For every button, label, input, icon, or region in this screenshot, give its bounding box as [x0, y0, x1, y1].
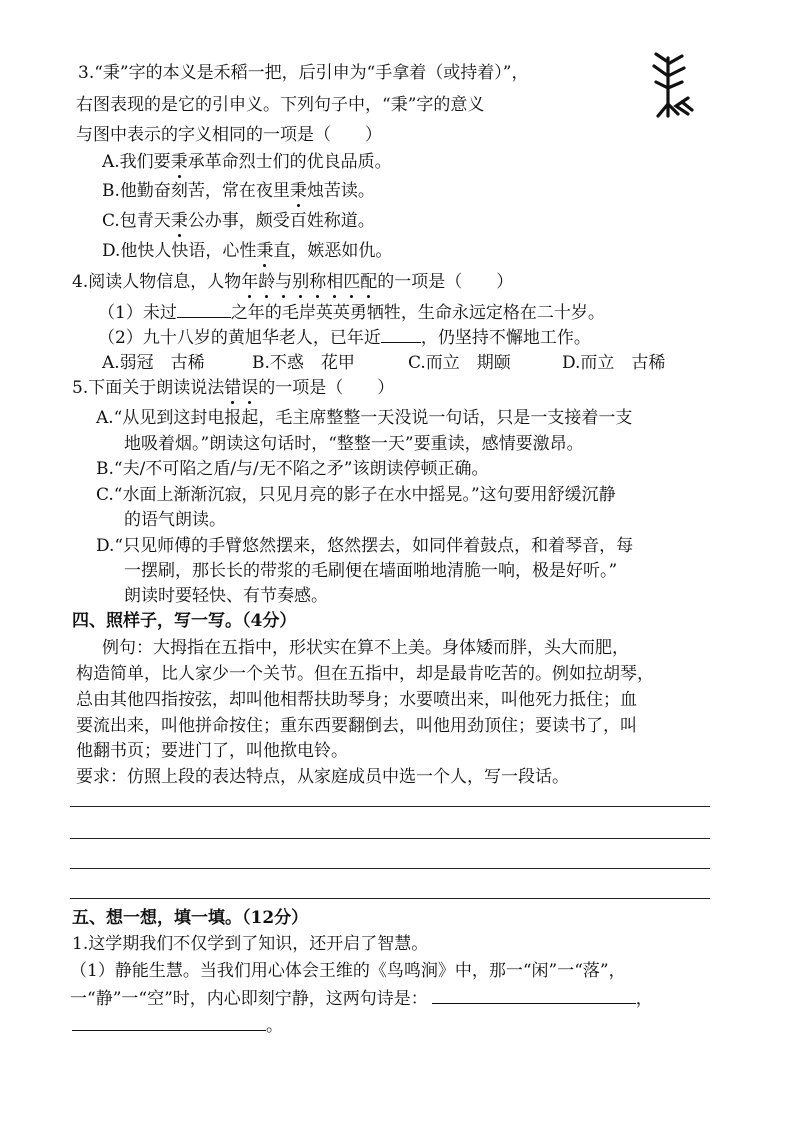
q5-title: 5.下面关于朗读说法错误的一项是（ ） [72, 378, 395, 398]
example-line-1: 例句：大拇指在五指中，形状实在算不上美。身体矮而胖，头大而肥， [102, 638, 629, 658]
q3-line-2: 右图表现的是它的引申义。下列句子中，“秉”字的意义 [76, 95, 485, 115]
q5-option-d-line-3: 朗读时要轻快、有节奏感。 [124, 586, 328, 606]
q5-option-a-line-1: A.“从见到这封电报起，毛主席整整一天没说一句话，只是一支接着一支 [96, 408, 633, 428]
q4-option-c: C.而立 期颐 [408, 353, 511, 373]
q5-option-d-line-2: 一摆刷，那长长的带浆的毛刷便在墙面啪地清脆一响，极是好听。” [124, 561, 618, 581]
example-line-5: 他翻书页；要进门了，叫他揿电铃。 [76, 741, 348, 761]
q4-option-a: A.弱冠 古稀 [102, 353, 205, 373]
sec5-line-1: 1.这学期我们不仅学到了知识，还开启了智慧。 [72, 934, 429, 954]
q3-option-a: A.我们要秉承革命烈士们的优良品质。 [102, 152, 392, 172]
q4-blank-1[interactable] [177, 301, 231, 318]
q5-option-d-line-1: D.“只见师傅的手臂悠然摆来，悠然摆去，如同伴着鼓点，和着琴音，每 [96, 536, 634, 556]
example-line-3: 总由其他四指按弦，却叫他相帮扶助琴身；水要喷出来，叫他死力抵住；血 [76, 690, 637, 710]
bing-pictograph-image [648, 52, 694, 122]
answer-line-3[interactable] [70, 868, 710, 869]
answer-line-1[interactable] [70, 806, 710, 807]
q4-sentence-2: （2）九十八岁的黄旭华老人，已年近 ，仍坚持不懈地工作。 [98, 328, 591, 348]
q4-title: 4.阅读人物信息，人物年龄与别称相匹配的一项是（ ） [72, 272, 514, 292]
q4-blank-2[interactable] [381, 326, 421, 343]
q3-option-b: B.他勤奋刻苦，常在夜里秉烛苦读。 [102, 181, 375, 201]
answer-line-2[interactable] [70, 838, 710, 839]
sec5-line-2: （1）静能生慧。当我们用心体会王维的《鸟鸣涧》中，那一“闲”一“落”， [70, 961, 626, 981]
poem-blank-2[interactable] [72, 1014, 266, 1031]
section-5-title: 五、想一想，填一填。（12分） [72, 908, 309, 928]
q3-line-3: 与图中表示的字义相同的一项是（ ） [76, 125, 382, 145]
poem-blank-1[interactable] [432, 987, 636, 1004]
answer-line-4[interactable] [70, 898, 710, 899]
q3-option-d: D.他快人快语，心性秉直，嫉恶如仇。 [102, 241, 393, 261]
writing-requirement: 要求：仿照上段的表达特点，从家庭成员中选一个人，写一段话。 [76, 767, 569, 787]
sec5-line-4: 。 [72, 1014, 283, 1037]
q3-line-1: 3.“秉”字的本义是禾稻一把，后引申为“手拿着（或持着）”， [78, 63, 529, 83]
q4-sentence-1: （1）未过 之年的毛岸英英勇牺牲，生命永远定格在二十岁。 [98, 303, 605, 323]
section-4-title: 四、照样子，写一写。（4分） [72, 611, 297, 631]
q3-option-c: C.包青天秉公办事，颇受百姓称道。 [102, 211, 375, 231]
q4-option-d: D.而立 古稀 [562, 353, 666, 373]
q5-option-a-line-2: 地吸着烟。”朗读这句话时，“整整一天”要重读，感情要激昂。 [124, 434, 584, 454]
example-line-4: 要流出来，叫他拼命按住；重东西要翻倒去，叫他用劲顶住；要读书了，叫 [76, 716, 637, 736]
example-line-2: 构造简单，比人家少一个关节。但在五指中，却是最肯吃苦的。例如拉胡琴， [76, 664, 654, 684]
q5-option-c-line-2: 的语气朗读。 [124, 510, 226, 530]
q4-option-b: B.不惑 花甲 [252, 353, 355, 373]
sec5-line-3: 一“静”一“空”时，内心即刻宁静，这两句诗是： ， [70, 989, 653, 1009]
q5-option-c-line-1: C.“水面上渐渐沉寂，只见月亮的影子在水中摇晃。”这句要用舒缓沉静 [96, 485, 616, 505]
q5-option-b: B.“夫/不可陷之盾/与/无不陷之矛”该朗读停顿正确。 [96, 459, 489, 479]
